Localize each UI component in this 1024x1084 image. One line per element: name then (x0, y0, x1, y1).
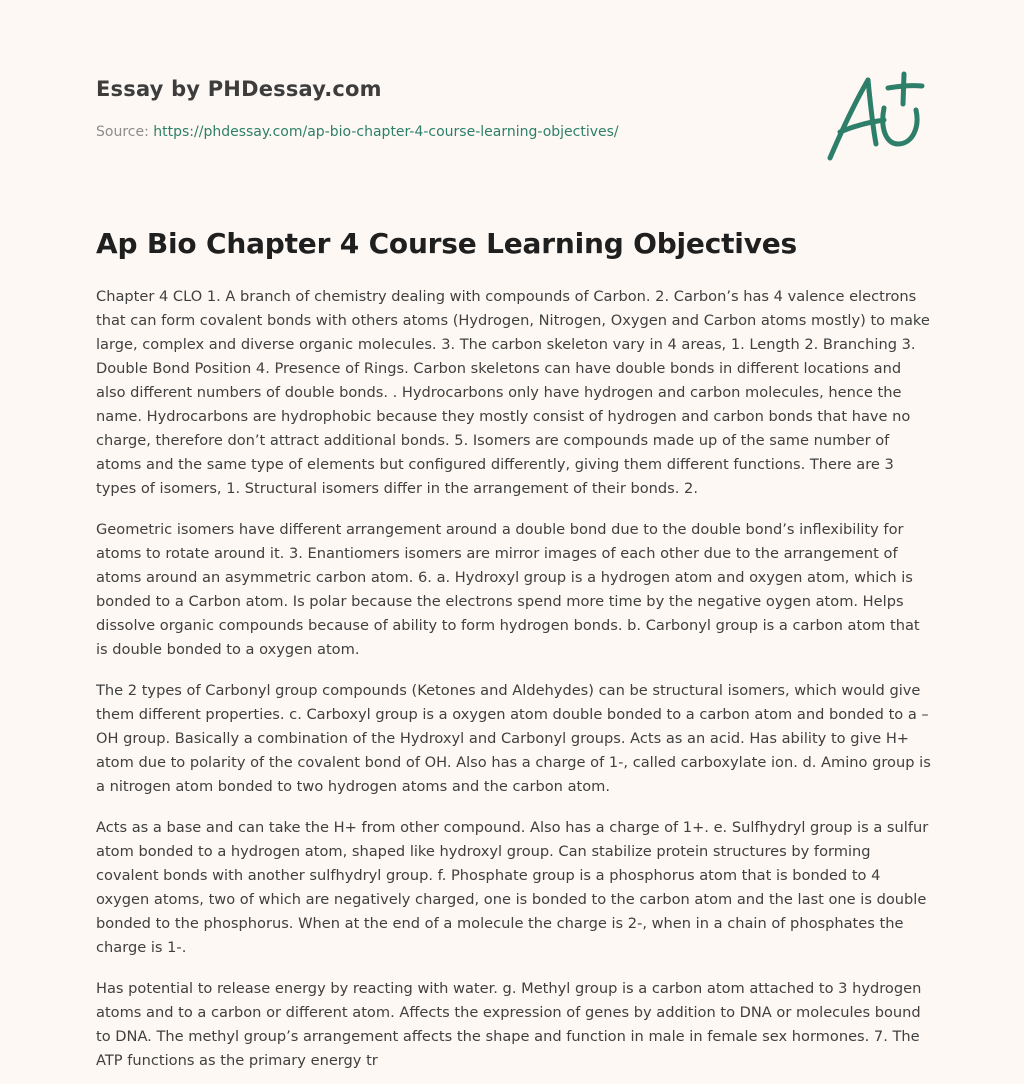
article-paragraph: The 2 types of Carbonyl group compounds (Ketones and Aldehydes) can be structural isomers, which would give them different properties. c. Carboxyl group is a oxygen atom double bonded to a carbon atom and bonded to a –OH group. Basically a combination of the Hydroxyl and Carbonyl groups. Acts as an acid. Has ability to give H+ atom due to polarity of the covalent bond of OH. Also has a charge of 1-, called carboxylate ion. d. Amino group is a nitrogen atom bonded to two hydrogen atoms and the carbon atom. (96, 682, 931, 795)
page-header (96, 0, 928, 200)
article-paragraph: Acts as a base and can take the H+ from other compound. Also has a charge of 1+. e. Sulfhydryl group is a sulfur atom bonded to a hydrogen atom, shaped like hydroxyl group. Can stabilize protein structures by forming covalent bonds with another sulfhydryl group. f. Phosphate group is a phosphorus atom that is bonded to 4 oxygen atoms, two of which are negatively charged, one is bonded to the carbon atom and the last one is double bonded to the phosphorus. When at the end of a molecule the charge is 2-, when in a chain of phosphates the charge is 1-. (96, 819, 929, 956)
source-link[interactable]: https://phdessay.com/ap-bio-chapter-4-course-learning-objectives/ (153, 124, 619, 140)
article-paragraph: Geometric isomers have different arrangement around a double bond due to the double bond’s inflexibility for atoms to rotate around it. 3. Enantiomers isomers are mirror images of each other due to the arrangement of atoms around an asymmetric carbon atom. 6. a. Hydroxyl group is a hydrogen atom and oxygen atom, which is bonded to a Carbon atom. Is polar because the electrons spend more time by the negative oygen atom. Helps dissolve organic compounds because of ability to form hydrogen bonds. b. Carbonyl group is a carbon atom that is double bonded to a oxygen atom. (96, 521, 920, 658)
article-paragraph: Chapter 4 CLO 1. A branch of chemistry dealing with compounds of Carbon. 2. Carbon’s has 4 valence electrons that can form covalent bonds with others atoms (Hydrogen, Nitrogen, Oxygen and Carbon atoms mostly) to make large, complex and diverse organic molecules. 3. The carbon skeleton vary in 4 areas, 1. Length 2. Branching 3. Double Bond Position 4. Presence of Rings. Carbon skeletons can have double bonds in different locations and also different numbers of double bonds. . Hydrocarbons only have hydrogen and carbon molecules, hence the name. Hydrocarbons are hydrophobic because they mostly consist of hydrogen and carbon bonds that have no charge, therefore don’t attract additional bonds. 5. Isomers are compounds made up of the same number of atoms and the same type of elements but configured differently, giving them different functions. There are 3 types of isomers, 1. Structural isomers differ in the arrangement of their bonds. 2. (96, 288, 930, 497)
source-line (96, 124, 619, 140)
article-title: Ap Bio Chapter 4 Course Learning Objectives (96, 227, 798, 260)
source-label: Source: (96, 124, 154, 140)
site-name: Essay by PHDessay.com (96, 77, 382, 101)
article-body (96, 285, 932, 1084)
a-plus-logo-icon (824, 66, 928, 166)
article-paragraph: Has potential to release energy by reacting with water. g. Methyl group is a carbon atom attached to 3 hydrogen atoms and to a carbon or different atom. Affects the expression of genes by addition to DNA or molecules bound to DNA. The methyl group’s arrangement affects the shape and function in male in female sex hormones. 7. The ATP functions as the primary energy tr (96, 980, 922, 1069)
